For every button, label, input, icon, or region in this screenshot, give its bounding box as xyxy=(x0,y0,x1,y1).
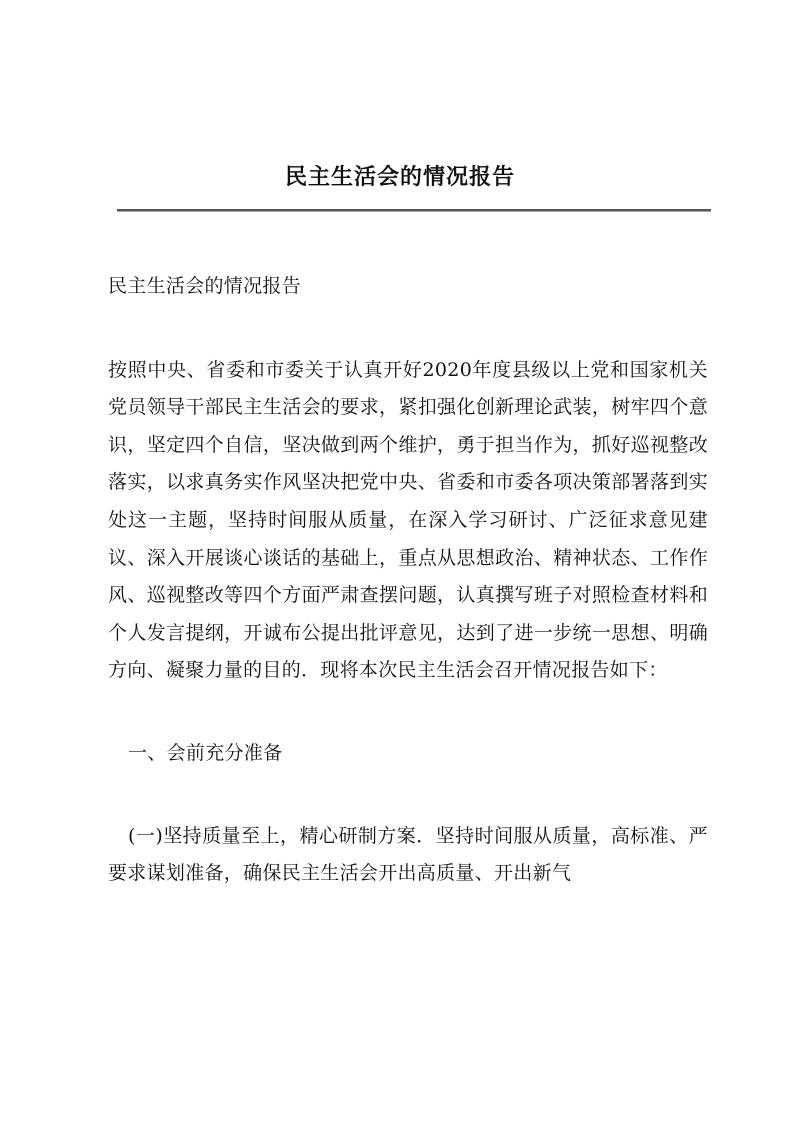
document-body xyxy=(108,268,708,893)
intro-paragraph: 按照中央、省委和市委关于认真开好2020年度县级以上党和国家机关党员领导干部民主生活会的要求，紧扣强化创新理论武装，树牢四个意识，坚定四个自信，坚决做到两个维护，勇于担当作为，抓好巡视整改落实，以求真务实作风坚决把党中央、省委和市委各项决策部署落到实处这一主题，坚持时间服从质量，在深入学习研讨、广泛征求意见建议、深入开展谈心谈话的基础上，重点从思想政治、精神状态、工作作风、巡视整改等四个方面严肃查摆问题，认真撰写班子对照检查材料和个人发言提纲，开诚布公提出批评意见，达到了进一步统一思想、明确方向、凝聚力量的目的．现将本次民主生活会召开情况报告如下： xyxy=(108,358,708,682)
section-heading: 一、会前充分准备 xyxy=(128,741,283,764)
subsection-paragraph: (一)坚持质量至上，精心研制方案．坚持时间服从质量，高标准、严要求谋划准备，确保民主生活会开出高质量、开出新气 xyxy=(108,824,708,885)
page-title: 民主生活会的情况报告 xyxy=(284,164,515,190)
title-divider xyxy=(117,209,711,212)
document-subtitle: 民主生活会的情况报告 xyxy=(108,275,302,297)
